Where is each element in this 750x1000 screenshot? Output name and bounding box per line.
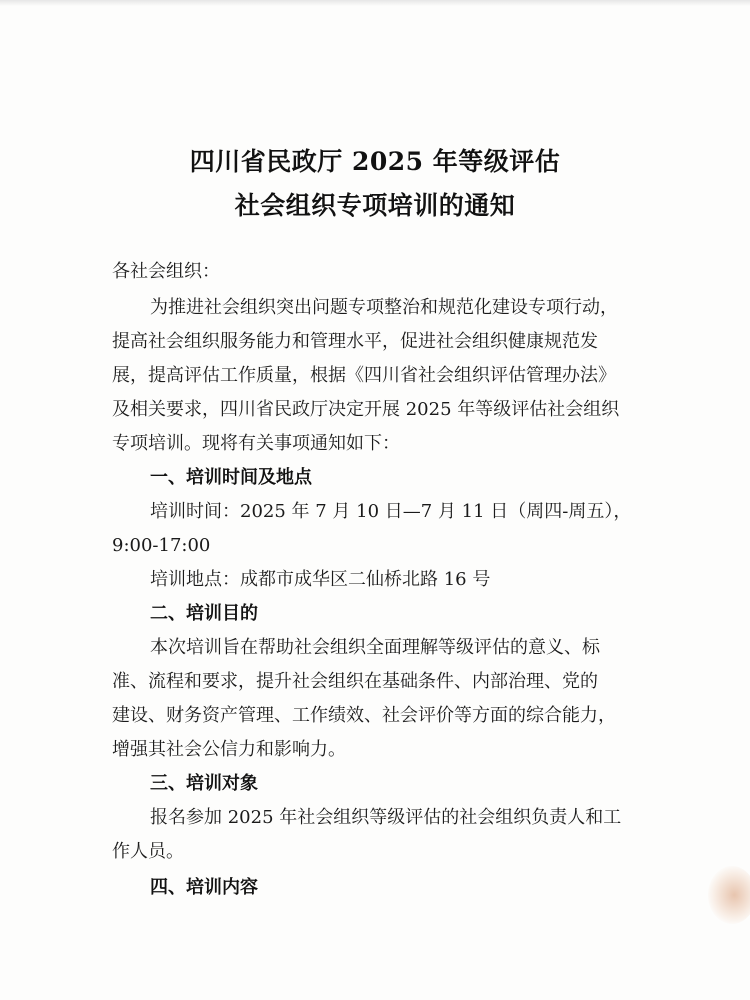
intro-line: 专项培训。现将有关事项通知如下： — [112, 433, 400, 454]
section-heading-1: 一、培训时间及地点 — [150, 467, 312, 488]
audience-line: 作人员。 — [112, 841, 184, 862]
salutation: 各社会组织： — [112, 261, 220, 282]
document-title-line-1: 四川省民政厅 2025 年等级评估 — [189, 147, 561, 176]
paper-stain — [708, 866, 750, 924]
purpose-line: 建设、财务资产管理、工作绩效、社会评价等方面的综合能力， — [112, 705, 616, 726]
audience-line: 报名参加 2025 年社会组织等级评估的社会组织负责人和工 — [150, 807, 622, 828]
intro-line: 展，提高评估工作质量，根据《四川省社会组织评估管理办法》 — [112, 365, 616, 386]
purpose-line: 本次培训旨在帮助社会组织全面理解等级评估的意义、标 — [150, 637, 600, 658]
section-heading-2: 二、培训目的 — [150, 603, 258, 624]
scan-top-edge — [0, 0, 750, 6]
section-heading-4: 四、培训内容 — [150, 877, 258, 898]
section-heading-3: 三、培训对象 — [150, 773, 258, 794]
purpose-line: 增强其社会公信力和影响力。 — [112, 739, 346, 760]
document-title-line-2: 社会组织专项培训的通知 — [234, 191, 516, 220]
training-place-line: 培训地点：成都市成华区二仙桥北路 16 号 — [150, 569, 491, 590]
purpose-line: 准、流程和要求，提升社会组织在基础条件、内部治理、党的 — [112, 671, 598, 692]
intro-line: 及相关要求，四川省民政厅决定开展 2025 年等级评估社会组织 — [112, 399, 620, 420]
intro-line: 提高社会组织服务能力和管理水平，促进社会组织健康规范发 — [112, 331, 598, 352]
intro-line: 为推进社会组织突出问题专项整治和规范化建设专项行动， — [150, 297, 618, 318]
training-time-line: 培训时间：2025 年 7 月 10 日—7 月 11 日（周四-周五）， — [150, 501, 632, 522]
training-time-hours: 9:00-17:00 — [112, 535, 211, 556]
